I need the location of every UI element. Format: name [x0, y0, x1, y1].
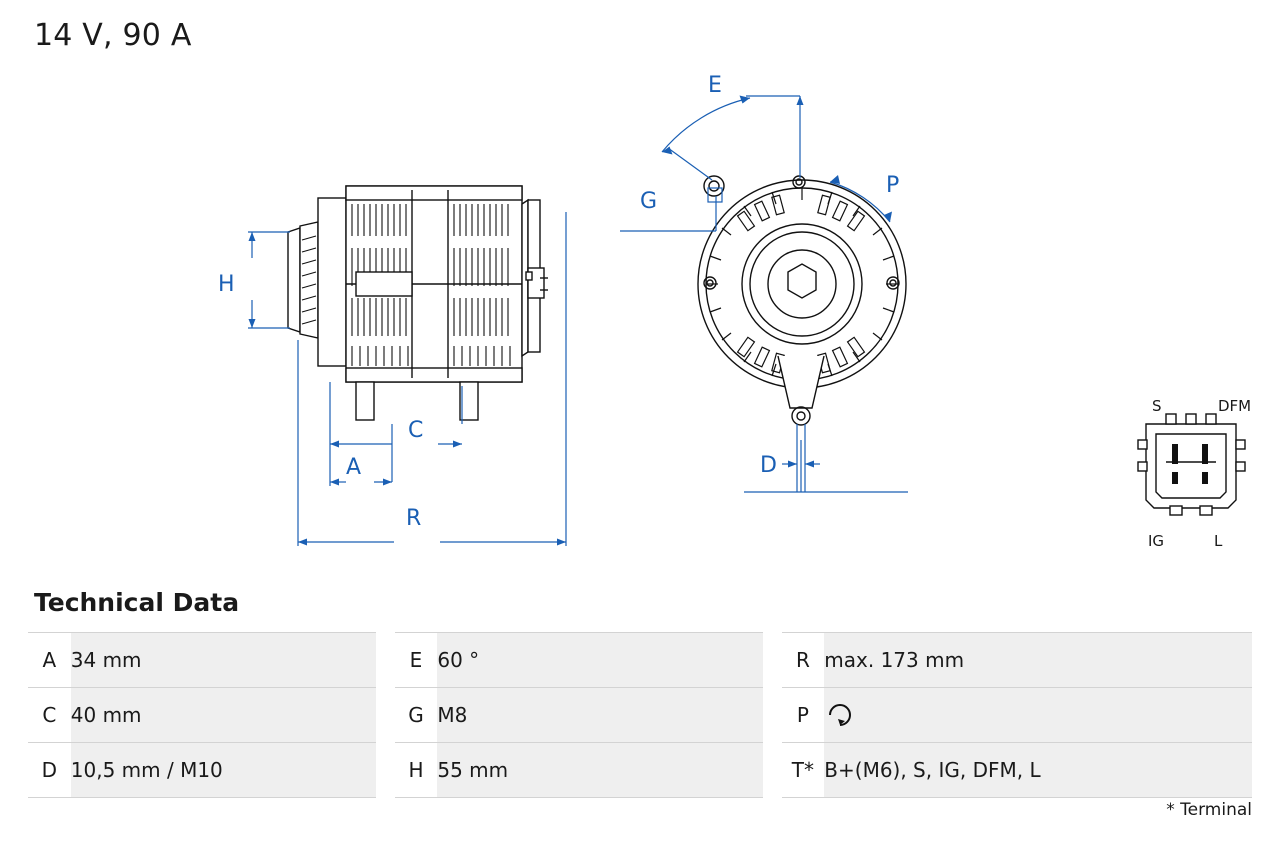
table-row	[28, 688, 1252, 743]
row-key-p: P	[782, 688, 825, 743]
rotation-direction-icon	[824, 702, 858, 728]
row-value-p	[824, 688, 1252, 743]
table-row	[28, 633, 1252, 688]
row-key-a: A	[28, 633, 71, 688]
row-value-g: M8	[437, 688, 763, 743]
svg-text:A: A	[346, 455, 362, 480]
row-value-c: 40 mm	[71, 688, 376, 743]
row-value-h: 55 mm	[437, 743, 763, 798]
row-key-h: H	[395, 743, 438, 798]
row-key-d: D	[28, 743, 71, 798]
pulley-group	[288, 222, 318, 338]
cell-spacer	[376, 633, 394, 688]
row-key-c: C	[28, 688, 71, 743]
row-value-a: 34 mm	[71, 633, 376, 688]
row-key-g: G	[395, 688, 438, 743]
pin-label-l: L	[1214, 532, 1223, 550]
cell-spacer	[763, 743, 781, 798]
row-value-t: B+(M6), S, IG, DFM, L	[824, 743, 1252, 798]
svg-text:G: G	[640, 189, 658, 214]
svg-text:R: R	[406, 506, 422, 531]
svg-text:P: P	[886, 173, 900, 198]
connector-pinout-drawing	[1138, 414, 1245, 515]
cell-spacer	[763, 633, 781, 688]
side-view-drawing	[288, 186, 548, 420]
front-view-drawing	[698, 176, 906, 425]
cell-spacer	[376, 743, 394, 798]
terminal-footnote: * Terminal	[1166, 800, 1252, 820]
row-value-e: 60 °	[437, 633, 763, 688]
row-value-d: 10,5 mm / M10	[71, 743, 376, 798]
cell-spacer	[376, 688, 394, 743]
svg-text:D: D	[760, 453, 777, 478]
cell-spacer	[763, 688, 781, 743]
svg-text:H: H	[218, 272, 235, 297]
pin-label-dfm: DFM	[1218, 397, 1252, 415]
pin-label-s: S	[1152, 397, 1162, 415]
row-key-r: R	[782, 633, 825, 688]
technical-data-table	[28, 632, 1252, 798]
technical-data-heading: Technical Data	[34, 588, 240, 617]
row-key-t: T*	[782, 743, 825, 798]
row-key-e: E	[395, 633, 438, 688]
front-view-dimensions	[620, 73, 908, 492]
row-value-r: max. 173 mm	[824, 633, 1252, 688]
svg-text:C: C	[408, 418, 424, 443]
page-title: 14 V, 90 A	[34, 18, 192, 53]
svg-text:E: E	[708, 73, 722, 98]
pin-label-ig: IG	[1148, 532, 1165, 550]
table-row	[28, 743, 1252, 798]
